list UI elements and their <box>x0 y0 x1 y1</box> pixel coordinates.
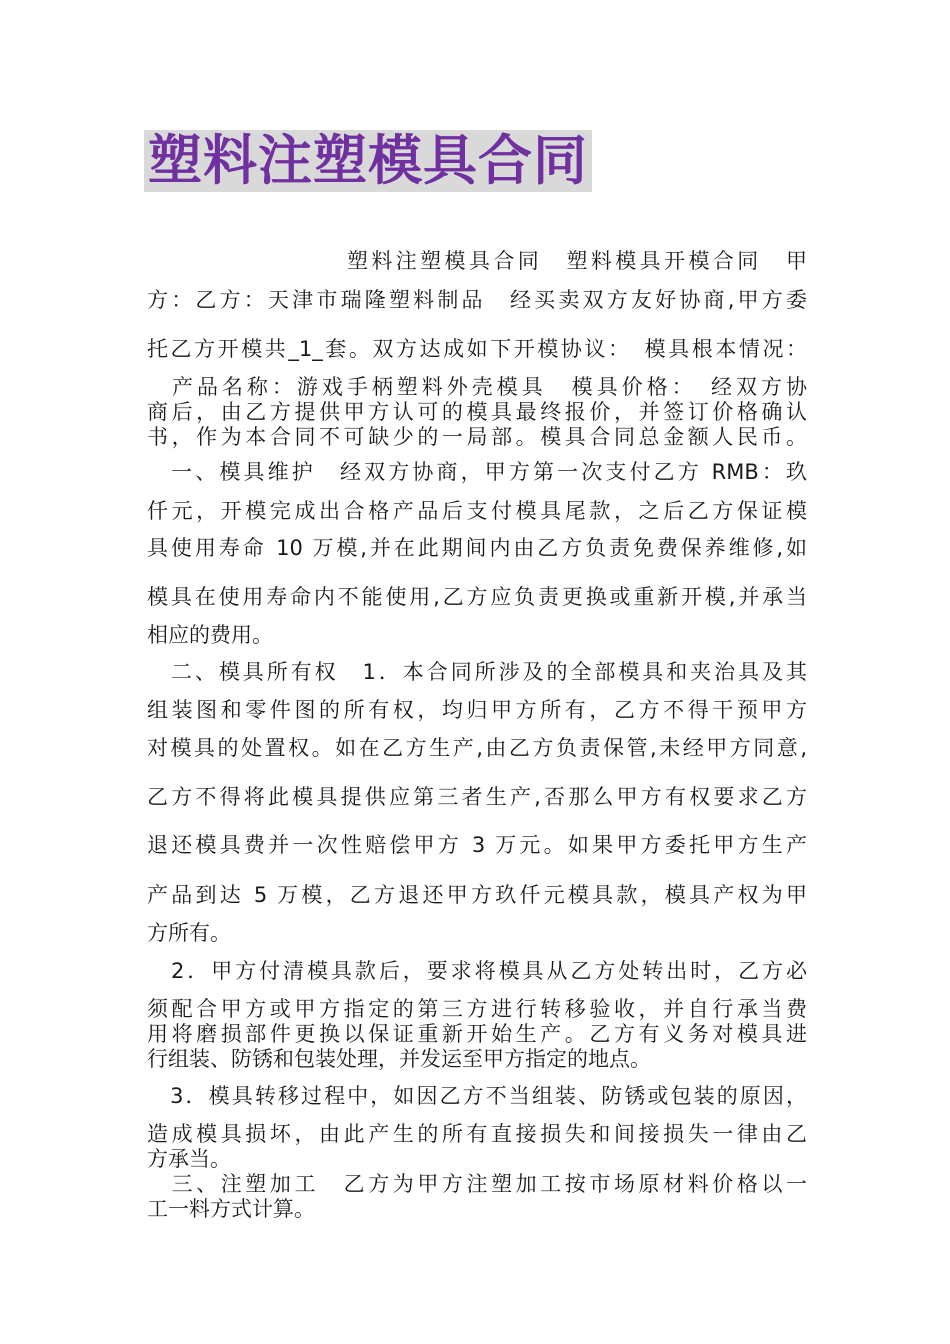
text-line: 塑料注塑模具合同 塑料模具开模合同 甲 <box>347 249 807 273</box>
text-line: 造成模具损坏，由此产生的所有直接损失和间接损失一律由乙 <box>147 1122 807 1146</box>
text-line: 相应的费用。 <box>147 623 273 647</box>
text-line: 组装图和零件图的所有权，均归甲方所有，乙方不得干预甲方 <box>147 698 807 722</box>
text-line: 须配合甲方或甲方指定的第三方进行转移验收，并自行承当费 <box>147 997 807 1021</box>
text-line: 具使用寿命 10 万模,并在此期间内由乙方负责免费保养维修,如 <box>147 536 807 560</box>
text-line: 商后，由乙方提供甲方认可的模具最终报价，并签订价格确认 <box>147 400 807 424</box>
text-line: 3．模具转移过程中，如因乙方不当组装、防锈或包装的原因， <box>147 1084 807 1108</box>
text-line: 乙方不得将此模具提供应第三者生产,否那么甲方有权要求乙方 <box>147 785 807 809</box>
document-title: 塑料注塑模具合同 <box>144 130 592 192</box>
text-line: 对模具的处置权。如在乙方生产,由乙方负责保管,未经甲方同意, <box>147 736 807 760</box>
text-line: 仟元，开模完成出合格产品后支付模具尾款，之后乙方保证模 <box>147 499 807 523</box>
text-line: 行组装、防锈和包装处理，并发运至甲方指定的地点。 <box>147 1047 651 1071</box>
text-line: 2．甲方付清模具款后，要求将模具从乙方处转出时，乙方必 <box>147 959 807 983</box>
text-line: 产品名称：游戏手柄塑料外壳模具 模具价格： 经双方协 <box>147 375 807 399</box>
text-line: 产品到达 5 万模，乙方退还甲方玖仟元模具款，模具产权为甲 <box>147 883 807 907</box>
text-line: 托乙方开模共_1_套。双方达成如下开模协议： 模具根本情况： <box>147 337 807 361</box>
text-line: 二、模具所有权 1．本合同所涉及的全部模具和夹治具及其 <box>147 660 807 684</box>
text-line: 用将磨损部件更换以保证重新开始生产。乙方有义务对模具进 <box>147 1022 807 1046</box>
text-line: 模具在使用寿命内不能使用,乙方应负责更换或重新开模,并承当 <box>147 585 807 609</box>
text-line: 一、模具维护 经双方协商，甲方第一次支付乙方 RMB：玖 <box>147 460 807 484</box>
text-line: 退还模具费并一次性赔偿甲方 3 万元。如果甲方委托甲方生产 <box>147 833 807 857</box>
text-line: 方承当。 <box>147 1147 231 1171</box>
text-line: 方所有。 <box>147 921 231 945</box>
text-line: 三、注塑加工 乙方为甲方注塑加工按市场原材料价格以一 <box>147 1172 807 1196</box>
text-line: 方：乙方：天津市瑞隆塑料制品 经买卖双方友好协商,甲方委 <box>147 288 807 312</box>
text-line: 书，作为本合同不可缺少的一局部。模具合同总金额人民币。 <box>147 425 807 449</box>
text-line: 工一料方式计算。 <box>147 1197 315 1221</box>
